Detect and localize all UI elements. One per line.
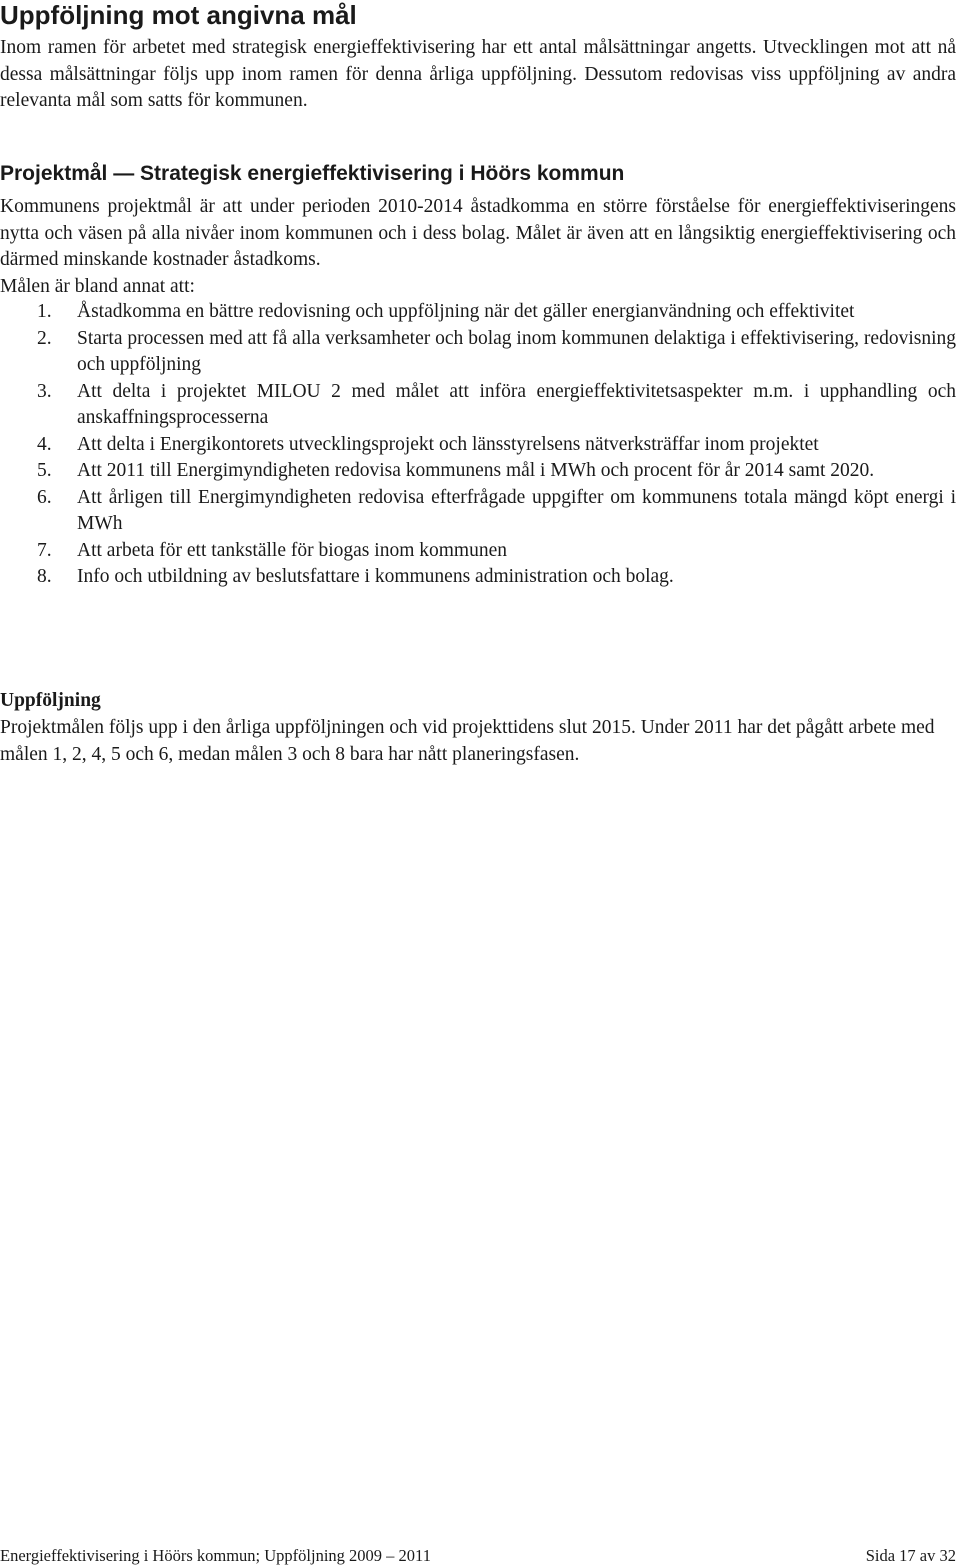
list-text: Info och utbildning av beslutsfattare i kommunens administration och bolag. <box>77 566 674 587</box>
list-item <box>0 299 956 326</box>
list-text: Åstadkomma en bättre redovisning och uppföljning när det gäller energianvändning och effektivitet <box>77 301 855 322</box>
list-item <box>0 326 956 379</box>
list-item <box>0 538 956 565</box>
list-number: 6. <box>37 486 52 508</box>
list-number: 7. <box>37 539 52 561</box>
list-item <box>0 432 956 459</box>
list-text: Att delta i projektet MILOU 2 med målet att införa energieffektivitetsaspekter m.m. i upphandling och anskaffningsprocesserna <box>77 380 956 428</box>
page-heading: Uppföljning mot angivna mål <box>0 0 357 30</box>
list-number: 4. <box>37 433 52 455</box>
list-item <box>0 564 956 591</box>
list-item <box>0 485 956 538</box>
intro-paragraph: Inom ramen för arbetet med strategisk energieffektivisering har ett antal målsättningar angetts. Utvecklingen mot att nå dessa målsättningar följs upp inom ramen för denna årliga uppföljning. Dessutom redovisas viss uppföljning av andra relevanta mål som satts för kommunen. <box>0 37 956 111</box>
followup-heading: Uppföljning <box>0 690 101 711</box>
project-body: Kommunens projektmål är att under perioden 2010-2014 åstadkomma en större förståelse för energieffektiviseringens nytta och väsen på alla nivåer inom kommunen och i dess bolag. Målet är även att en långsiktig energieffektivisering och därmed minskande kostnader åstadkoms. <box>0 196 956 270</box>
list-number: 2. <box>37 327 52 349</box>
list-item <box>0 379 956 432</box>
footer-title: Energieffektivisering i Höörs kommun; Uppföljning 2009 – 2011 <box>0 1546 431 1565</box>
goals-list <box>0 299 956 591</box>
list-text: Starta processen med att få alla verksamheter och bolag inom kommunen delaktiga i effektivisering, redovisning och uppföljning <box>77 327 956 375</box>
followup-paragraph: Projektmålen följs upp i den årliga uppföljningen och vid projekttidens slut 2015. Under 2011 har det pågått arbete med målen 1, 2, 4, 5 och 6, medan målen 3 och 8 bara har nått planeringsfasen. <box>0 717 935 765</box>
list-number: 5. <box>37 460 52 481</box>
list-text: Att arbeta för ett tankställe för biogas inom kommunen <box>77 539 507 561</box>
project-paragraph <box>0 194 956 300</box>
page-number: Sida 17 av 32 <box>865 1546 956 1565</box>
goals-intro: Målen är bland annat att: <box>0 275 195 297</box>
list-text: Att 2011 till Energimyndigheten redovisa kommunens mål i MWh och procent för år 2014 samt 2020. <box>77 460 875 481</box>
list-text: Att delta i Energikontorets utvecklingsprojekt och länsstyrelsens nätverksträffar inom projektet <box>77 433 819 455</box>
list-number: 8. <box>37 566 52 587</box>
list-text: Att årligen till Energimyndigheten redovisa efterfrågade uppgifter om kommunens totala mängd köpt energi i MWh <box>77 486 956 534</box>
list-item <box>0 458 956 485</box>
list-number: 1. <box>37 301 52 322</box>
project-heading: Projektmål — Strategisk energieffektivisering i Höörs kommun <box>0 162 625 185</box>
list-number: 3. <box>37 380 52 402</box>
